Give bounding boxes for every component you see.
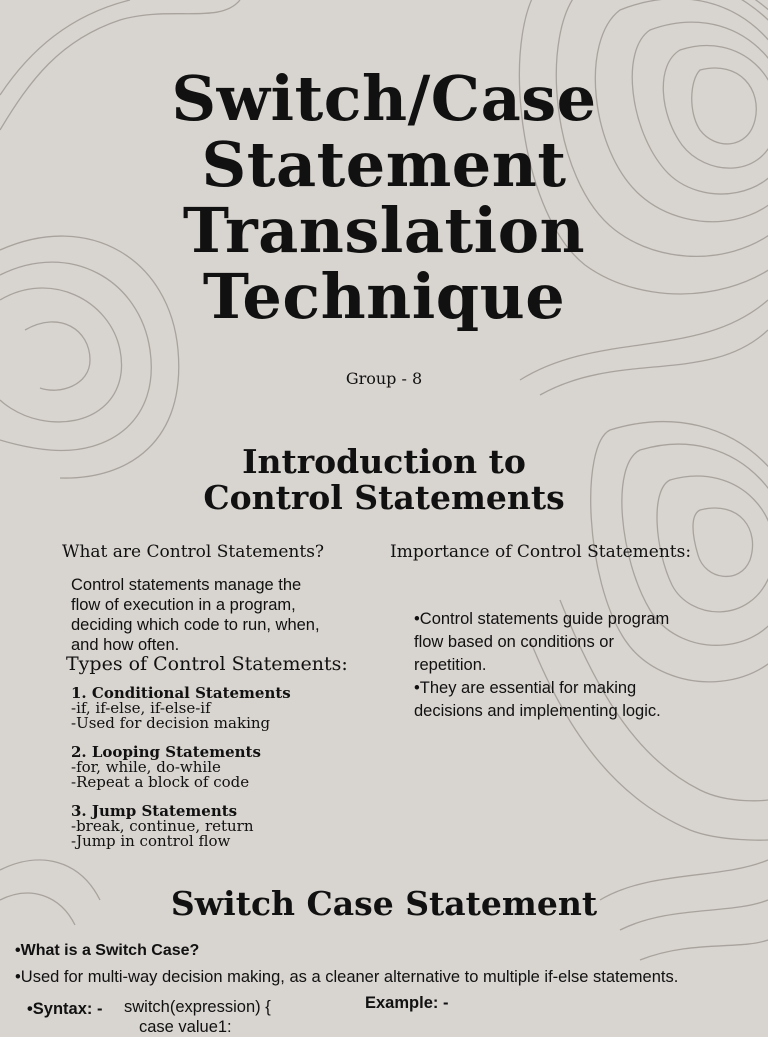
type-title: 1. Conditional Statements	[71, 684, 291, 702]
main-title-line: Switch/Case	[171, 62, 597, 135]
syntax-code	[124, 997, 271, 1037]
paragraph-line: Control statements manage the	[71, 576, 302, 594]
example-label: Example: -	[365, 994, 449, 1012]
paragraph-line: and how often.	[71, 636, 180, 654]
used-for-text: •Used for multi-way decision making, as a cleaner alternative to multiple if-else statements.	[15, 968, 679, 986]
what-are-heading: What are Control Statements?	[62, 542, 325, 562]
type-line: -break, continue, return	[71, 817, 254, 835]
main-title-line: Translation	[182, 194, 586, 267]
main-title	[0, 62, 768, 333]
type-line: -Used for decision making	[71, 714, 271, 732]
importance-line: •They are essential for making	[414, 679, 637, 697]
importance-line: repetition.	[414, 656, 487, 674]
importance-line: decisions and implementing logic.	[414, 702, 661, 720]
types-heading: Types of Control Statements:	[66, 653, 348, 675]
importance-line: flow based on conditions or	[414, 633, 614, 651]
main-title-line: Statement	[201, 128, 567, 201]
syntax-code-line: case value1:	[139, 1018, 232, 1036]
type-item	[71, 804, 291, 849]
syntax-label: •Syntax: -	[27, 1000, 103, 1018]
type-title: 2. Looping Statements	[71, 743, 261, 761]
paragraph-line: flow of execution in a program,	[71, 596, 296, 614]
importance-heading: Importance of Control Statements:	[390, 542, 692, 562]
type-line: -if, if-else, if-else-if	[71, 699, 211, 717]
paragraph-line: deciding which code to run, when,	[71, 616, 320, 634]
intro-heading-line: Control Statements	[203, 478, 565, 517]
intro-heading-line: Introduction to	[242, 442, 526, 481]
type-title: 3. Jump Statements	[71, 802, 238, 820]
what-are-paragraph	[71, 575, 371, 655]
type-line: -for, while, do-while	[71, 758, 221, 776]
what-is-switch: •What is a Switch Case?	[15, 942, 200, 959]
type-line: -Repeat a block of code	[71, 773, 250, 791]
importance-list	[414, 608, 744, 723]
syntax-code-line: switch(expression) {	[124, 998, 271, 1016]
main-title-line: Technique	[202, 260, 566, 333]
type-item	[71, 745, 291, 790]
switch-heading: Switch Case Statement	[170, 884, 598, 923]
type-line: -Jump in control flow	[71, 832, 231, 850]
intro-heading	[0, 444, 768, 516]
types-list	[71, 686, 291, 849]
importance-line: •Control statements guide program	[414, 610, 670, 628]
type-item	[71, 686, 291, 731]
group-label: Group - 8	[345, 369, 423, 388]
